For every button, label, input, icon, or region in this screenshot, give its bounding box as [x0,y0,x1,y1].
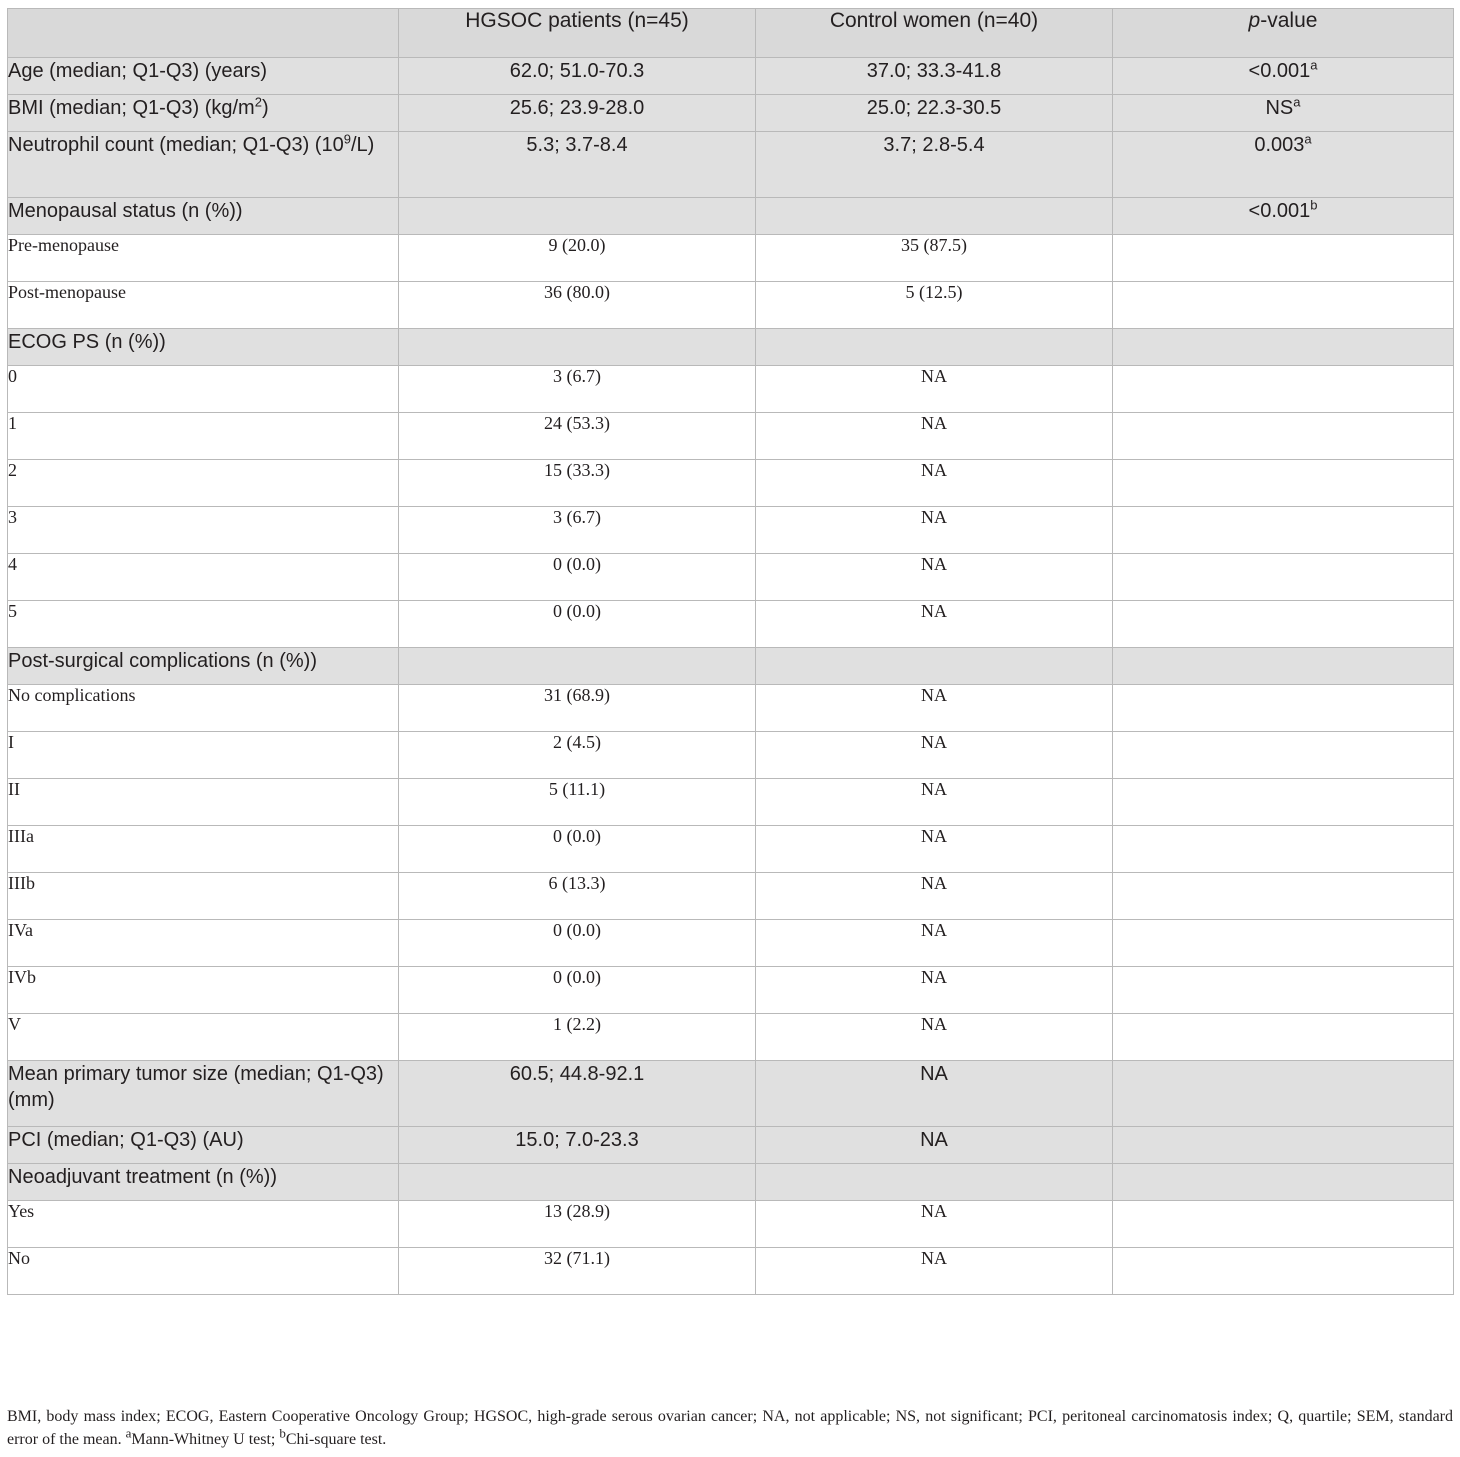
row-label: 0 [8,366,399,413]
table-row [8,95,1454,132]
table-row [8,329,1454,366]
characteristics-table [7,8,1454,1295]
cell-pvalue [1113,58,1454,95]
cell-hgsoc: 6 (13.3) [399,873,756,920]
cell-hgsoc: 0 (0.0) [399,554,756,601]
cell-pvalue [1113,460,1454,507]
row-label-suffix: /L) [350,134,375,156]
row-label-superscript: 9 [343,131,351,147]
cell-hgsoc: 25.6; 23.9-28.0 [399,95,756,132]
cell-control: 37.0; 33.3-41.8 [756,58,1113,95]
cell-control [756,329,1113,366]
row-label [8,95,399,132]
pvalue-superscript: a [1310,57,1318,73]
cell-hgsoc: 0 (0.0) [399,601,756,648]
cell-control: NA [756,554,1113,601]
row-label: 4 [8,554,399,601]
cell-control: NA [756,1201,1113,1248]
cell-hgsoc: 62.0; 51.0-70.3 [399,58,756,95]
table-row [8,873,1454,920]
pvalue-superscript: a [1304,131,1312,147]
table-row [8,58,1454,95]
table-row [8,920,1454,967]
table-row [8,1164,1454,1201]
cell-pvalue [1113,601,1454,648]
table-header-row [8,9,1454,58]
footnote-a-marker: a [125,1425,132,1441]
cell-control: 25.0; 22.3-30.5 [756,95,1113,132]
cell-control: NA [756,732,1113,779]
row-label [8,132,399,198]
pvalue-text: <0.001 [1248,60,1311,82]
cell-hgsoc: 2 (4.5) [399,732,756,779]
pvalue-superscript: a [1293,94,1301,110]
cell-pvalue [1113,967,1454,1014]
table-row [8,507,1454,554]
footnote-b-text: Chi-square test. [285,1431,387,1448]
footnote-b-marker: b [279,1425,286,1441]
cell-hgsoc [399,1164,756,1201]
cell-control: NA [756,685,1113,732]
row-label: No complications [8,685,399,732]
cell-pvalue [1113,1248,1454,1295]
cell-pvalue [1113,873,1454,920]
footnote-a-text: Mann-Whitney U test; [131,1431,280,1448]
table-row [8,732,1454,779]
row-label: V [8,1014,399,1061]
table-row [8,648,1454,685]
header-pvalue [1113,9,1454,58]
cell-control: NA [756,601,1113,648]
row-label-text: Neutrophil count (median; Q1-Q3) (10 [8,134,344,156]
row-label-suffix: ) [261,97,269,119]
cell-control: NA [756,967,1113,1014]
table-row [8,1248,1454,1295]
cell-control: NA [756,507,1113,554]
cell-pvalue [1113,1061,1454,1127]
table-row [8,198,1454,235]
header-control: Control women (n=40) [756,9,1113,58]
cell-control: NA [756,1127,1113,1164]
table-row [8,1127,1454,1164]
cell-pvalue [1113,554,1454,601]
cell-pvalue [1113,648,1454,685]
table-row [8,460,1454,507]
cell-pvalue [1113,1014,1454,1061]
cell-pvalue [1113,282,1454,329]
cell-control: NA [756,920,1113,967]
cell-control [756,1164,1113,1201]
cell-hgsoc: 0 (0.0) [399,920,756,967]
cell-pvalue [1113,1127,1454,1164]
table-body [8,58,1454,1295]
cell-pvalue [1113,413,1454,460]
cell-hgsoc: 15 (33.3) [399,460,756,507]
row-label: IVb [8,967,399,1014]
cell-pvalue [1113,1164,1454,1201]
row-label: No [8,1248,399,1295]
table-footnote [7,1405,1453,1451]
cell-pvalue [1113,1201,1454,1248]
table-row [8,1061,1454,1127]
table-row [8,601,1454,648]
table-row [8,132,1454,198]
row-label: Mean primary tumor size (median; Q1-Q3) (mm) [8,1061,399,1127]
row-label: Menopausal status (n (%)) [8,198,399,235]
header-empty [8,9,399,58]
row-label: Neoadjuvant treatment (n (%)) [8,1164,399,1201]
table-row [8,779,1454,826]
cell-hgsoc: 36 (80.0) [399,282,756,329]
row-label: 1 [8,413,399,460]
cell-hgsoc: 5 (11.1) [399,779,756,826]
cell-hgsoc: 24 (53.3) [399,413,756,460]
table-row [8,1014,1454,1061]
cell-hgsoc: 15.0; 7.0-23.3 [399,1127,756,1164]
cell-control: NA [756,779,1113,826]
row-label: ECOG PS (n (%)) [8,329,399,366]
table-row [8,282,1454,329]
pvalue-superscript: b [1310,197,1318,213]
cell-hgsoc [399,329,756,366]
cell-hgsoc: 32 (71.1) [399,1248,756,1295]
cell-control [756,648,1113,685]
cell-pvalue [1113,732,1454,779]
cell-control: NA [756,413,1113,460]
cell-hgsoc: 13 (28.9) [399,1201,756,1248]
cell-control: NA [756,460,1113,507]
cell-control: NA [756,1248,1113,1295]
row-label: II [8,779,399,826]
row-label: Age (median; Q1-Q3) (years) [8,58,399,95]
cell-hgsoc [399,648,756,685]
cell-control [756,198,1113,235]
cell-hgsoc: 0 (0.0) [399,967,756,1014]
table-row [8,1201,1454,1248]
cell-control: NA [756,366,1113,413]
cell-control: 3.7; 2.8-5.4 [756,132,1113,198]
cell-pvalue [1113,95,1454,132]
row-label: IVa [8,920,399,967]
row-label: 5 [8,601,399,648]
cell-control: NA [756,1061,1113,1127]
cell-control: NA [756,1014,1113,1061]
table-row [8,685,1454,732]
row-label: 3 [8,507,399,554]
header-pvalue-rest: -value [1260,9,1318,32]
table-row [8,366,1454,413]
header-pvalue-italic: p [1248,9,1261,32]
row-label: Yes [8,1201,399,1248]
table-row [8,554,1454,601]
row-label: 2 [8,460,399,507]
cell-hgsoc [399,198,756,235]
table-row [8,235,1454,282]
cell-hgsoc: 31 (68.9) [399,685,756,732]
cell-control: 35 (87.5) [756,235,1113,282]
cell-pvalue [1113,366,1454,413]
row-label-text: BMI (median; Q1-Q3) (kg/m [8,97,255,119]
cell-control: NA [756,873,1113,920]
table-row [8,826,1454,873]
row-label: I [8,732,399,779]
header-hgsoc: HGSOC patients (n=45) [399,9,756,58]
cell-hgsoc: 0 (0.0) [399,826,756,873]
cell-pvalue [1113,198,1454,235]
cell-pvalue [1113,685,1454,732]
cell-pvalue [1113,826,1454,873]
pvalue-text: <0.001 [1248,200,1311,222]
row-label: Post-surgical complications (n (%)) [8,648,399,685]
cell-pvalue [1113,507,1454,554]
cell-pvalue [1113,920,1454,967]
row-label: Post-menopause [8,282,399,329]
cell-control: NA [756,826,1113,873]
table-row [8,413,1454,460]
pvalue-text: 0.003 [1254,134,1305,156]
cell-pvalue [1113,235,1454,282]
row-label-superscript: 2 [254,94,262,110]
table-row [8,967,1454,1014]
cell-pvalue [1113,779,1454,826]
row-label: IIIa [8,826,399,873]
cell-hgsoc: 3 (6.7) [399,507,756,554]
cell-pvalue [1113,132,1454,198]
cell-hgsoc: 60.5; 44.8-92.1 [399,1061,756,1127]
footnote-abbreviations: BMI, body mass index; ECOG, Eastern Cooperative Oncology Group; HGSOC, high-grade serous ovarian cancer; NA, not applicable; NS, not significant; PCI, peritoneal carcinomatosis index; Q, quartile; SEM, standard error of the mean. [7,1408,1453,1448]
row-label: IIIb [8,873,399,920]
pvalue-text: NS [1265,97,1294,119]
row-label: PCI (median; Q1-Q3) (AU) [8,1127,399,1164]
cell-hgsoc: 1 (2.2) [399,1014,756,1061]
cell-hgsoc: 5.3; 3.7-8.4 [399,132,756,198]
cell-hgsoc: 3 (6.7) [399,366,756,413]
cell-hgsoc: 9 (20.0) [399,235,756,282]
cell-pvalue [1113,329,1454,366]
row-label: Pre-menopause [8,235,399,282]
cell-control: 5 (12.5) [756,282,1113,329]
